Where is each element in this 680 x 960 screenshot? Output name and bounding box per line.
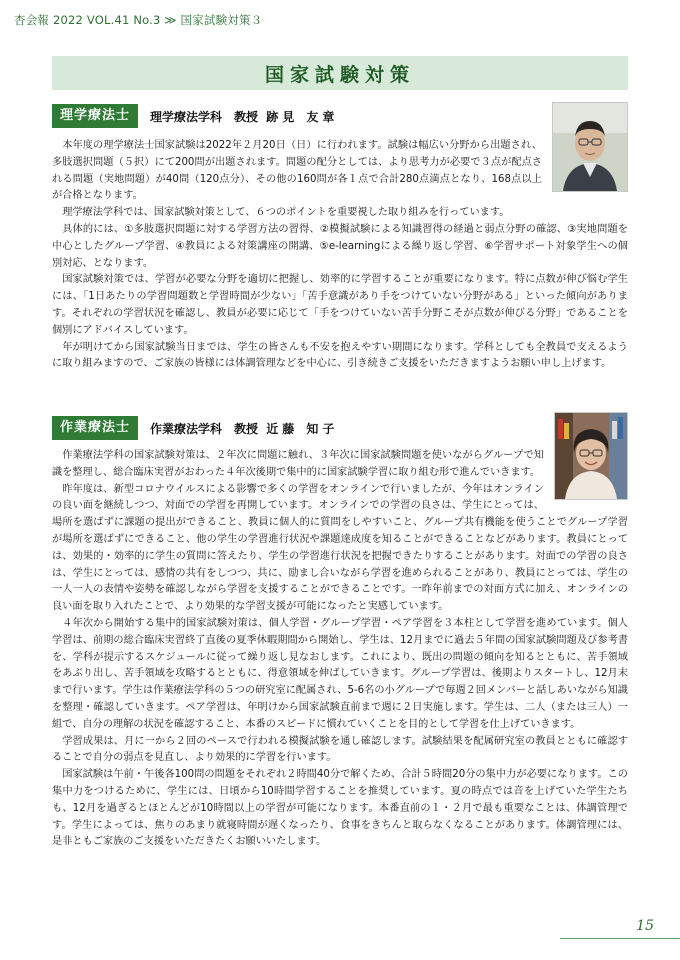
- author-line: [150, 108, 338, 125]
- running-header: 杏会報 2022 VOL.41 No.3 ≫ 国家試験対策３: [14, 13, 263, 27]
- title-band: [52, 56, 628, 90]
- author-photo-ot: [554, 412, 628, 500]
- paragraph: 昨年度は、新型コロナウイルスによる影響で多くの学習をオンラインで行いましたが、今年はオンラインの良い面を継続しつつ、対面での学習を再開しています。オンラインでの学習の良さは、学生にとっては、場所を選ばずに課題の提出ができること、教員に個人的に質問をしやすいこと、グループ共有機能を使うことでグループ学習が場所を選ばずにできること、他の学生の学習進行状況や課題達成度を知ることができることなどがあります。教員にとっては、効果的・効率的に学生の質問に答えたり、学生の学習進行状況を把握できたりすることがあります。対面での学習の良さは、学生にとっては、感情の共有をしつつ、共に、励まし合いながら学習を進められることがあり、教員にとっては、学生の一人一人の表情や姿勢を確認しながら学習を支援することができることです。一昨年前までの対面方式に加え、オンラインの良い面を取り入れたことで、より効果的な学習支援が可能になったと実感しています。: [52, 483, 628, 613]
- author-name: 近藤 知子: [266, 421, 339, 436]
- paragraph: 具体的には、①多肢選択問題に対する学習方法の習得、②模擬試験による知識習得の経過と弱点分野の確認、③実地問題を中心としたグループ学習、④教員による対策講座の開講、⑤e-learningによる繰り返し学習、⑥学習サポート対象学生への個別対応、となります。: [52, 223, 628, 269]
- paragraph: 年が明けてから国家試験当日までは、学生の皆さんも不安を抱えやすい期間になります。学科としても全教員で支えるように取り組みますので、ご家族の皆様には体調管理などを中心に、引き続きご支援をいただきますようお願い申し上げます。: [52, 341, 628, 370]
- author-photo-pt: [552, 102, 628, 192]
- paragraph: ４年次から開始する集中的国家試験対策は、個人学習・グループ学習・ペア学習を３本柱として学習を進めています。個人学習は、前期の総合臨床実習終了直後の夏季休暇期間から開始し、学生は、12月までに過去５年間の国家試験問題及び参考書を、学科が提示するスケジュールに従って繰り返し見なおします。これにより、既出の問題の傾向を知るとともに、苦手領域をあぶり出し、苦手領域を攻略するとともに、得意領域を伸ばしていきます。グループ学習は、後期よりスタートし、12月末まで行います。学生は作業療法学科の５つの研究室に配属され、5-6名の小グループで毎週２回メンバーと話しあいながら知識を整理・確認していきます。ペア学習は、年明けから国家試験直前まで週に２日実施します。学生は、二人（または三人）一組で、自分の理解の状況を確認すること、本番のスピードに慣れていくことを目的として学習を仕上げていきます。: [52, 617, 628, 730]
- paragraph: 本年度の理学療法士国家試験は2022年２月20日（日）に行われます。試験は幅広い分野から出題され、多肢選択問題（５択）にて200問が出題されます。問題の配分としては、より思考力が必要で３点が配点される問題（実地問題）が40問（120点分）、その他の160問が各１点で合計280点満点となり、168点以上が合格となります。: [52, 140, 542, 202]
- paragraph: 国家試験は午前・午後各100問の問題をそれぞれ２時間40分で解くため、合計５時間20分の集中力が必要になります。この集中力をつけるために、学生には、日頃から10時間学習することを推奨しています。夏の時点では音を上げていた学生たちも、12月を過ぎるとほとんどが10時間以上の学習が可能になります。本番直前の１・２月で最も重要なことは、体調管理です。学生によっては、焦りのあまり就寝時間が遅くなったり、食事をきちんと取らなくなることがあります。体調管理には、是非ともご家族のご支援をいただきたくお願いいたします。: [52, 769, 628, 848]
- author-dept-role: 理学療法学科 教授: [150, 109, 259, 124]
- section-header-pt: [52, 104, 338, 128]
- portrait-man-glasses-icon: [552, 102, 628, 192]
- author-line: [150, 420, 338, 437]
- paragraph: 理学療法学科では、国家試験対策として、６つのポイントを重要視した取り組みを行っています。: [62, 207, 510, 219]
- page-title: 国家試験対策: [264, 63, 415, 86]
- portrait-woman-glasses-icon: [554, 412, 628, 500]
- paragraph: 国家試験対策では、学習が必要な分野を適切に把握し、効率的に学習することが重要になります。特に点数が伸び悩む学生には、「1日あたりの学習問題数と学習時間が少ない」「苦手意識があり手をつけていない分野がある」といった傾向があります。それぞれの学習状況を確認し、教員が必要に応じて「手をつけていない苦手分野こそが点数が伸びる分野」であることを個別にアドバイスしています。: [52, 274, 628, 336]
- paragraph: 作業療法学科の国家試験対策は、２年次に問題に触れ、３年次に国家試験問題を使いながらグループで知識を整理し、総合臨床実習がおわった４年次後期で集中的に国家試験学習に取り組む形で進んでいきます。: [52, 450, 544, 478]
- section-badge: 作業療法士: [52, 416, 138, 440]
- author-dept-role: 作業療法学科 教授: [150, 421, 259, 436]
- paragraph: 学習成果は、月に一から２回のペースで行われる模擬試験を通し確認します。試験結果を配属研究室の教員とともに確認することで自分の弱点を見直し、より効果的に学習を行います。: [52, 735, 628, 764]
- page-number: 15: [636, 918, 654, 934]
- section-badge: 理学療法士: [52, 104, 138, 128]
- section-body-pt: [52, 138, 628, 373]
- page-rule: [560, 938, 680, 939]
- author-name: 跡見 友章: [266, 109, 339, 124]
- section-body-ot: [52, 448, 628, 851]
- section-header-ot: [52, 416, 338, 440]
